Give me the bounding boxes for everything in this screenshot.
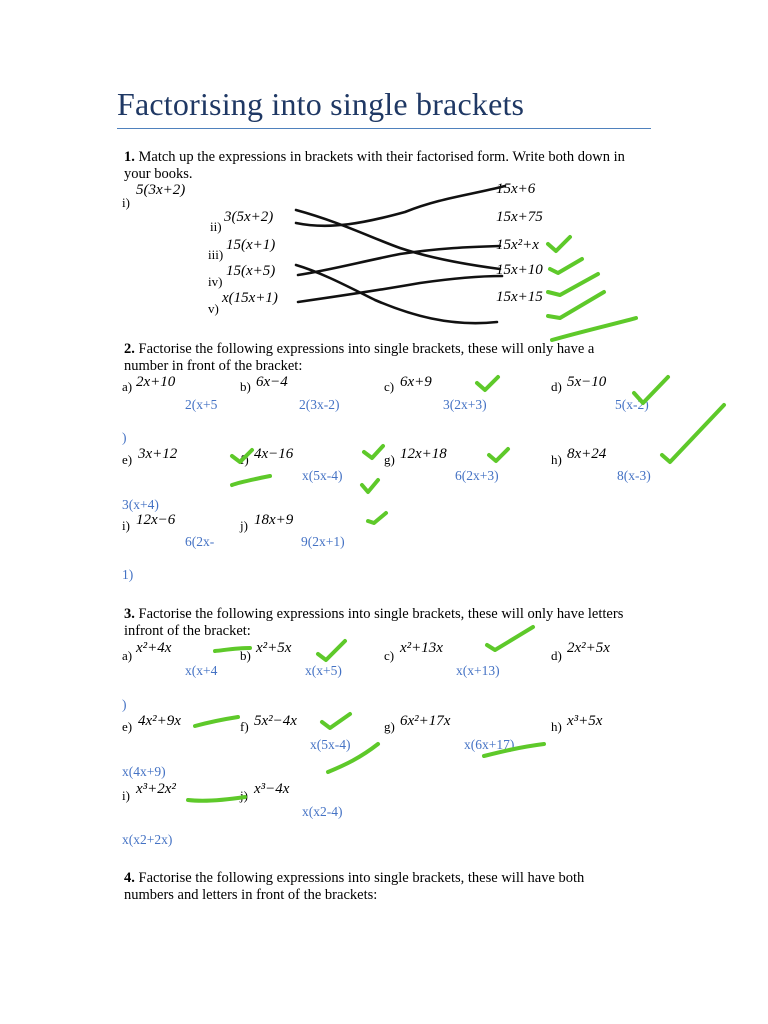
match-line-3 [296,265,497,323]
q1-left-label-iii: iii) [208,247,224,262]
q3-answer-a-wrap: ) [122,697,127,712]
q3-label-d: d) [551,648,562,663]
page-title: Factorising into single brackets [117,86,525,122]
tick-icon [362,480,378,492]
q1-left-label-ii: ii) [210,219,222,234]
q2-expr-f: 4x−16 [254,446,294,462]
q3-label-i: i) [122,788,130,803]
q2-label-e: e) [122,452,133,467]
q2-label-d: d) [551,379,562,394]
match-line-1 [296,186,505,226]
q2-label-b: b) [240,379,251,394]
q4-text-line1 [124,870,584,887]
q2-instruction: Factorise the following expressions into single brackets, these will only have a [138,341,595,357]
q1-right-expr-4: 15x+10 [496,262,543,278]
q1-right-expr-5: 15x+15 [496,289,543,305]
q3-label-a: a) [122,648,133,663]
q2-answer-h: 8(x-3) [617,468,651,483]
q3-label-c: c) [384,648,395,663]
q1-right-expr-3: 15x²+x [496,237,539,253]
q3-expr-a: x²+4x [136,640,172,656]
q1-left-label-iv: iv) [208,274,223,289]
q3-label-g: g) [384,719,395,734]
q4-number: 4. [124,870,135,886]
q1-left-expr-iv: 15(x+5) [226,263,276,279]
q2-expr-i: 12x−6 [136,512,176,528]
tick-icon [368,513,386,523]
tick-icon [364,446,383,458]
q3-expr-g: 6x²+17x [400,713,451,729]
q2-number: 2. [124,341,135,357]
q2-answer-i: 6(2x- [185,534,215,549]
match-line-5 [298,276,502,302]
q3-answer-b: x(x+5) [305,663,342,678]
tick-icon [550,259,582,273]
q2-expr-g: 12x+18 [400,446,447,462]
q1-right-expr-1: 15x+6 [496,181,536,197]
tick-icon [322,714,350,728]
q2-expr-b: 6x−4 [256,374,288,390]
tick-icon [662,405,724,462]
q3-answer-a: x(x+4 [185,663,218,678]
q3-answer-i: x(x2+2x) [122,832,173,847]
q2-label-c: c) [384,379,395,394]
q3-label-b: b) [240,648,251,663]
q3-expr-i: x³+2x² [136,781,176,797]
q3-expr-c: x²+13x [400,640,443,656]
q2-answer-a: 2(x+5 [185,397,218,412]
match-line-2 [296,210,500,269]
q3-label-e: e) [122,719,133,734]
q3-expr-b: x²+5x [256,640,292,656]
q2-expr-j: 18x+9 [254,512,294,528]
tick-icon [195,717,238,726]
tick-icon [232,476,270,485]
q1-right-expr-2: 15x+75 [496,209,543,225]
tick-icon [489,449,508,461]
q1-left-label-v: v) [208,301,219,316]
q2-expr-h: 8x+24 [567,446,607,462]
q2-text-line2: number in front of the bracket: [124,358,303,374]
q2-answer-i-wrap: 1) [122,567,134,582]
q3-answer-f: x(5x-4) [310,737,351,752]
q3-answer-c: x(x+13) [456,663,500,678]
q2-answer-e: 3(x+4) [122,497,159,512]
tick-icon [548,237,570,251]
q2-label-f: f) [240,452,249,467]
q1-text-line1 [124,149,625,166]
q3-answer-g: x(6x+17) [464,737,515,752]
q3-label-j: j) [240,788,248,803]
q1-left-label-i: i) [122,195,130,210]
q2-label-g: g) [384,452,395,467]
tick-icon [477,377,498,390]
q2-label-j: j) [240,518,248,533]
q1-left-expr-v: x(15x+1) [222,290,278,306]
q2-expr-d: 5x−10 [567,374,607,390]
tick-icon [487,627,533,650]
q1-left-expr-iii: 15(x+1) [226,237,276,253]
q2-expr-c: 6x+9 [400,374,432,390]
q4-text-line2: numbers and letters in front of the brackets: [124,887,378,903]
title-underline [117,128,651,129]
tick-icon [548,292,604,318]
tick-icon [318,641,345,660]
match-line-4 [298,246,500,275]
q2-label-i: i) [122,518,130,533]
q3-expr-j: x³−4x [254,781,290,797]
q2-expr-a: 2x+10 [136,374,176,390]
q3-number: 3. [124,606,135,622]
q1-text-line2: your books. [124,166,193,182]
q3-instruction: Factorise the following expressions into single brackets, these will only have letters [138,606,624,622]
q1-left-expr-i: 5(3x+2) [136,182,186,198]
q2-answer-b: 2(3x-2) [299,397,340,412]
tick-icon [188,797,245,801]
tick-icon [552,318,636,340]
q3-text-line2: infront of the bracket: [124,623,251,639]
q2-answer-a-wrap: ) [122,430,127,445]
q2-label-h: h) [551,452,562,467]
q3-answer-j: x(x2-4) [302,804,343,819]
q1-number: 1. [124,149,135,165]
q2-label-a: a) [122,379,133,394]
q2-answer-c: 3(2x+3) [443,397,487,412]
q3-text-line1 [124,606,623,623]
q3-expr-e: 4x²+9x [138,713,181,729]
q3-expr-h: x³+5x [567,713,603,729]
q3-label-h: h) [551,719,562,734]
q3-answer-e: x(4x+9) [122,764,166,779]
q4-instruction: Factorise the following expressions into single brackets, these will have both [138,870,585,886]
q2-text-line1 [124,341,594,358]
q3-label-f: f) [240,719,249,734]
tick-icon [548,274,598,295]
q1-left-expr-ii: 3(5x+2) [224,209,274,225]
q1-instruction: Match up the expressions in brackets with their factorised form. Write both down in [138,149,625,165]
q2-answer-f: x(5x-4) [302,468,343,483]
q2-expr-e: 3x+12 [138,446,178,462]
q3-expr-f: 5x²−4x [254,713,297,729]
q3-expr-d: 2x²+5x [567,640,610,656]
q2-answer-g: 6(2x+3) [455,468,499,483]
q2-answer-j: 9(2x+1) [301,534,345,549]
q2-answer-d: 5(x-2) [615,397,649,412]
